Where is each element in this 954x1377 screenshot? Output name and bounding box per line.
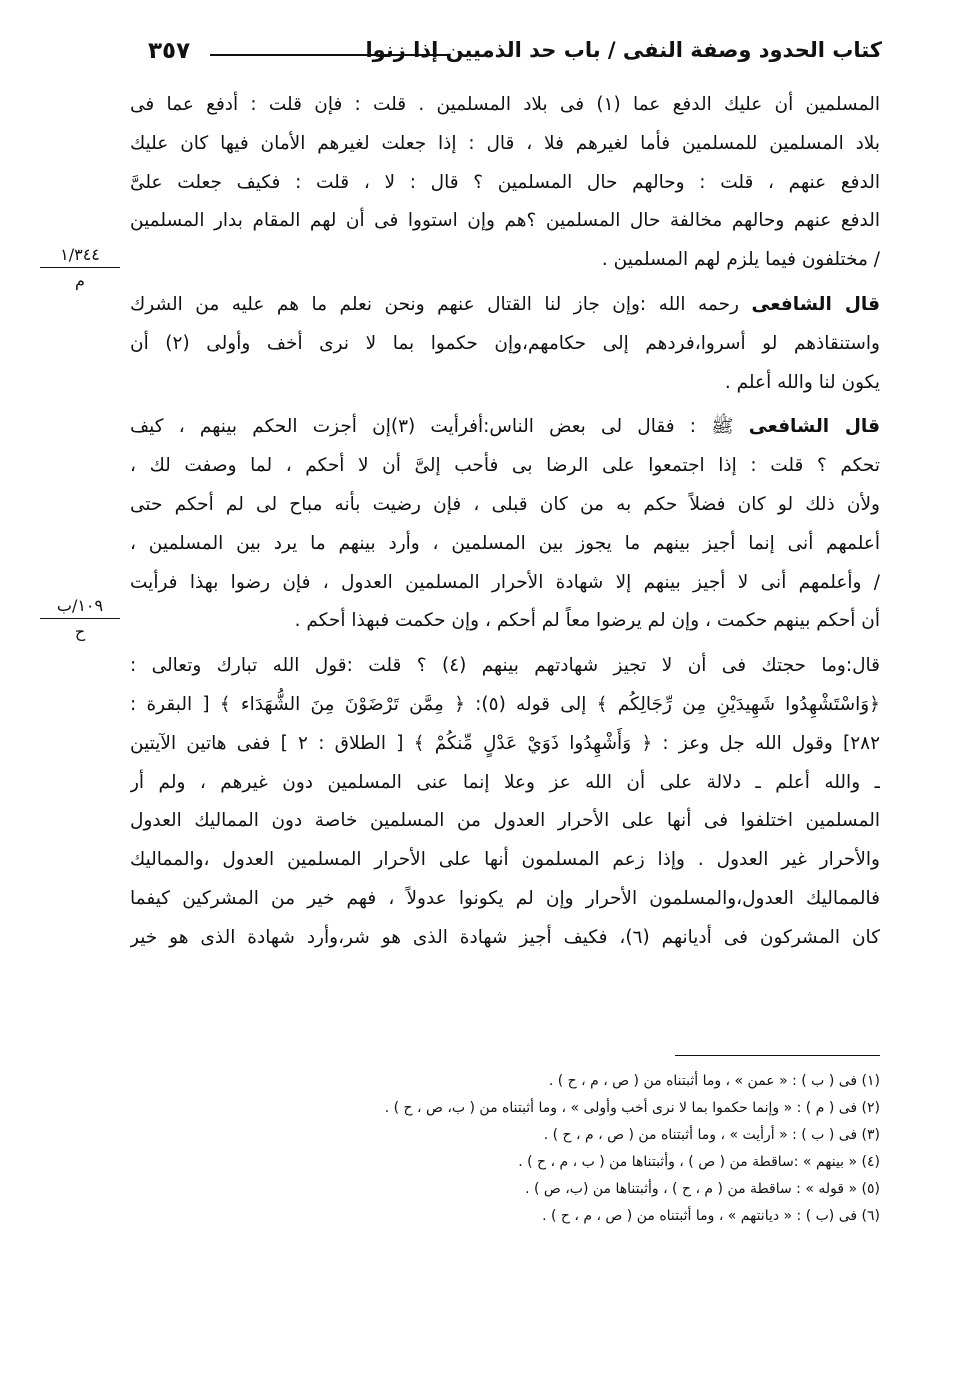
speaker-lead: قال الشافعى	[751, 293, 880, 315]
footnote: (٣) فى ( ب ) : « أرأيت » ، وما أثبتناه من ( ص ، م ، ح ) .	[543, 1127, 880, 1143]
text-line: أعلمهم أنى إنما أجيز بينهم ما يجوز بين المسلمين ، وأرد بينهم ما يرد بين المسلمين ،	[130, 532, 880, 554]
footnotes	[300, 1068, 880, 1230]
paragraph	[130, 86, 880, 280]
footnote-rule	[675, 1055, 880, 1056]
text-line: الدفع عنهم وحالهم مخالفة حال المسلمين ؟هم وإن استووا فى أن لهم المقام بدار المسلمين	[130, 210, 880, 232]
text-line: فالمماليك العدول،والمسلمون الأحرار وإن لم يكونوا عدولاً ، فهم خير من المشركين كيفما	[130, 887, 880, 909]
margin-note-folio-ref: ١٠٩/ب	[40, 596, 120, 619]
text-line: قال:وما حجتك فى أن لا تجيز شهادتهم بينهم (٤) ؟ قلت :قول الله تبارك وتعالى :	[130, 655, 880, 677]
text-line: ٢٨٢] وقول الله جل وعز : ﴿ وَأَشْهِدُوا ذَوَيْ عَدْلٍ مِّنكُمْ ﴾ [ الطلاق : ٢ ] ففى هاتين الآيتين	[130, 732, 880, 754]
margin-note-manuscript: ح	[74, 622, 86, 641]
text-line: ولأن ذلك لو كان فضلاً حكم به من كان قبلى ، فإن رضيت بأنه مباح لى لم أحكم حتى	[130, 493, 880, 515]
line-rest: رحمه الله :وإن جاز لنا القتال عنهم ونحن نعلم ما هم عليه من الشرك	[130, 293, 752, 315]
text-line: / مختلفون فيما يلزم لهم المسلمين .	[601, 249, 880, 271]
running-title: كتاب الحدود وصفة النفى / باب حد الذميين إذا زنوا	[365, 38, 882, 62]
text-line: / وأعلمهم أنى لا أجيز بينهم إلا شهادة الأحرار المسلمين العدول ، فإن رضوا بهذا فرأيت	[130, 571, 880, 593]
line-rest: ﷺ : فقال لى بعض الناس:أفرأيت (٣)إن أجزت الحكم بينهم ، كيف	[130, 416, 749, 438]
speaker-lead: قال الشافعى	[748, 416, 880, 438]
margin-note-manuscript: م	[75, 271, 85, 290]
main-text	[130, 86, 880, 964]
margin-note-folio-ref: ١/٣٤٤	[40, 245, 120, 268]
text-line: المسلمين اختلفوا فى أنها على الأحرار العدول من المسلمين خاصة دون المماليك العدول	[130, 810, 880, 832]
page-number: ٣٥٧	[148, 38, 191, 64]
paragraph	[130, 408, 880, 641]
margin-note-folio	[40, 596, 120, 641]
footnote: (٥) « قوله » : ساقطة من ( م ، ح ) ، وأثبتناها من (ب، ص ) .	[525, 1181, 880, 1197]
text-line	[130, 286, 880, 325]
text-line: تحكم ؟ قلت : إذا اجتمعوا على الرضا بى فأحب إلىَّ أن لا أحكم ، لما وصفت لك ،	[130, 455, 880, 477]
footnote: (٢) فى ( م ) : « وإنما حكموا بما لا نرى أخب وأولى » ، وما أثبتناه من ( ب، ص ، ح ) .	[384, 1100, 880, 1116]
text-line: أن أحكم بينهم حكمت ، وإن لم يرضوا معاً لم أحكم ، وإن حكمت فبهذا أحكم .	[294, 610, 880, 632]
paragraph	[130, 647, 880, 957]
margin-note-folio	[40, 245, 120, 290]
paragraph	[130, 286, 880, 402]
text-line: المسلمين أن عليك الدفع عما (١) فى بلاد المسلمين . قلت : فإن قلت : أدفع عما فى	[130, 94, 880, 115]
text-line: كان المشركون فى أديانهم (٦)، فكيف أجيز شهادة الذى هو شر،وأرد شهادة الذى هو خير	[130, 926, 880, 948]
text-line: الدفع عنهم ، قلت : وحالهم حال المسلمين ؟ قال : لا ، قلت : فكيف جعلت علىَّ	[130, 171, 880, 193]
text-line	[130, 408, 880, 447]
text-line: يكون لنا والله أعلم .	[724, 371, 880, 393]
text-line: بلاد المسلمين للمسلمين فأما لغيرهم فلا ، قال : إذا جعلت لغيرهم الأمان فيها كان عليك	[130, 132, 880, 154]
footnote: (٤) « بينهم » :ساقطة من ( ص ) ، وأثبتناها من ( ب ، م ، ح ) .	[518, 1154, 880, 1170]
footnote: (٦) فى (ب ) : « ديانتهم » ، وما أثبتناه من ( ص ، م ، ح ) .	[542, 1208, 880, 1224]
text-line: ﴿وَاسْتَشْهِدُوا شَهِيدَيْنِ مِن رِّجَالِكُم ﴾ إلى قوله (٥): ﴿ مِمَّن تَرْضَوْنَ مِنَ الشُّهَدَاء ﴾ [ البقرة :	[130, 693, 880, 715]
footnote: (١) فى ( ب ) : « عمن » ، وما أثبتناه من ( ص ، م ، ح ) .	[548, 1073, 880, 1089]
running-head	[130, 36, 882, 76]
text-line: واستنقاذهم لو أسروا،فردهم إلى حكامهم،وإن حكموا بما لا نرى أخف وأولى (٢) أن	[130, 332, 880, 354]
text-line: ـ والله أعلم ـ دلالة على أن الله عز وعلا إنما عنى المسلمين دون غيرهم ، ولم أر	[130, 771, 880, 793]
text-line: والأحرار غير العدول . وإذا زعم المسلمون أنها على الأحرار المسلمين العدول ،والمماليك	[130, 849, 880, 871]
